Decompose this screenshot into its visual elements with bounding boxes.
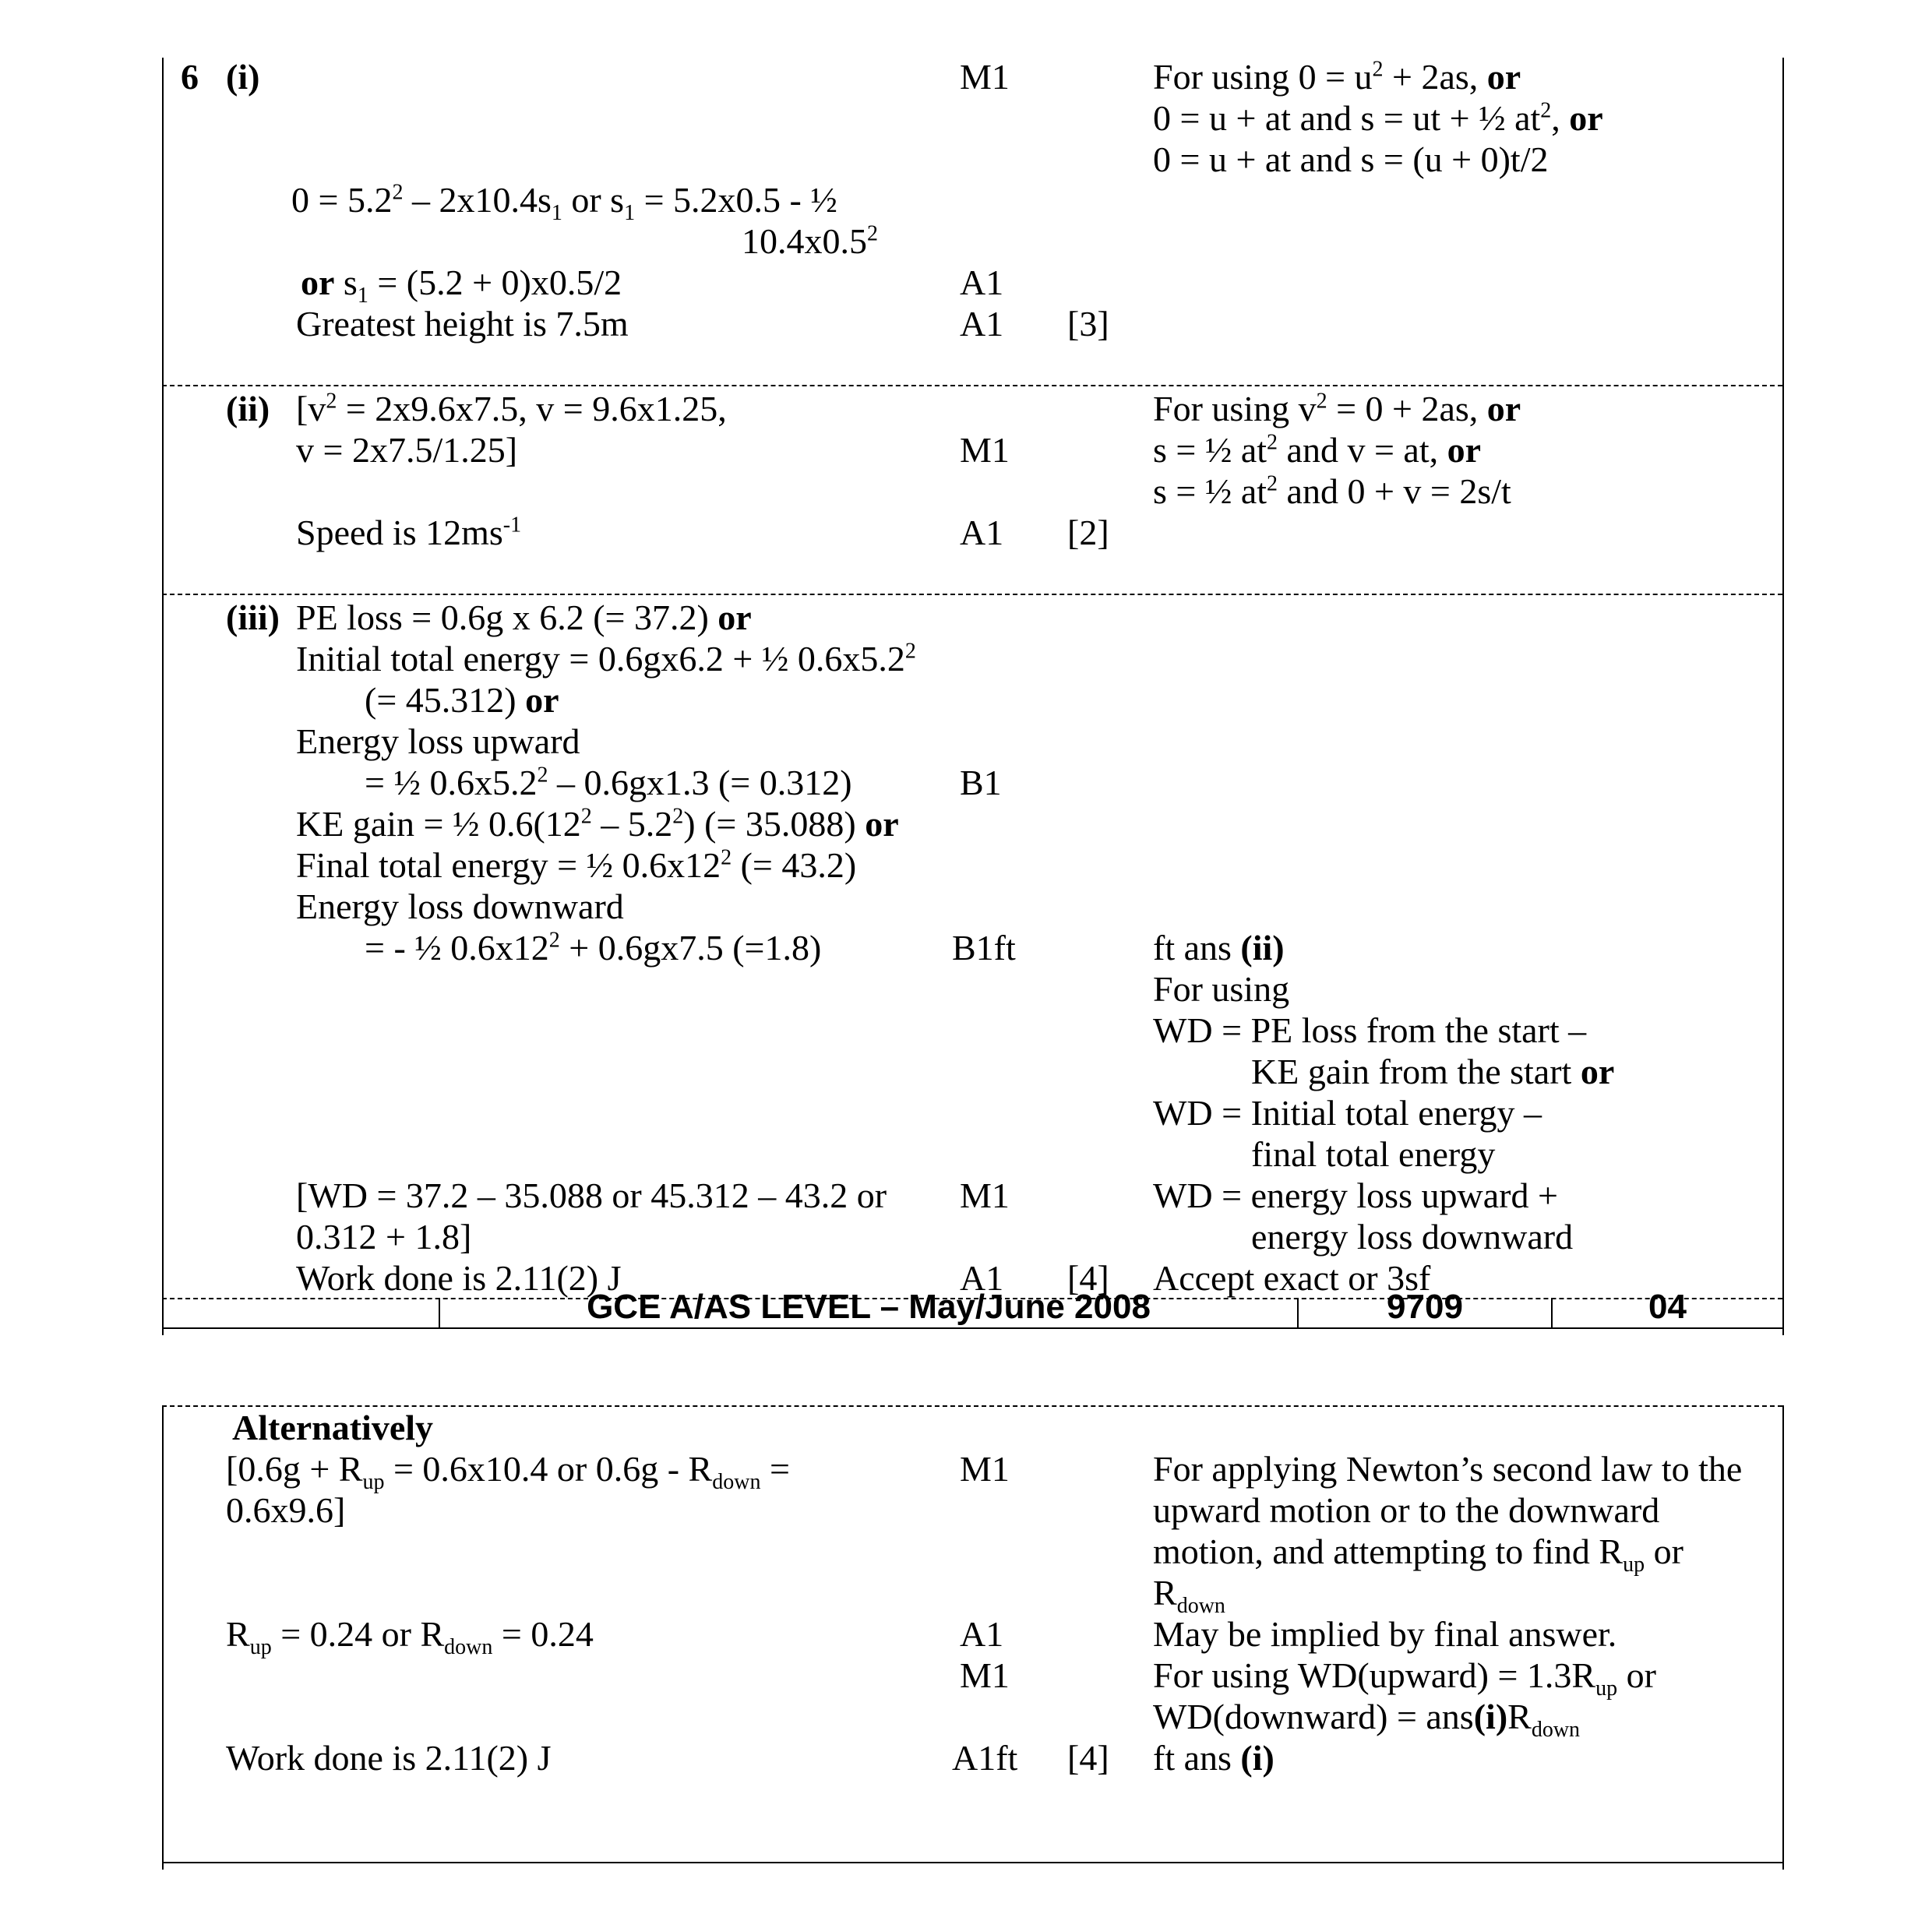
part-i-guidance-line-1: For using $0 = u^2 + 2as$, or	[1153, 57, 1521, 97]
part-iii-guidance-wd3b: energy loss downward	[1251, 1217, 1574, 1257]
lower-box-bottom-border	[162, 1862, 1782, 1863]
alternative-guidance-5: May be implied by final answer.	[1153, 1614, 1617, 1654]
part-i-result: Greatest height is 7.5m	[296, 304, 629, 344]
part-iii-mark-b1ft: B1ft	[952, 928, 1016, 968]
alternative-guidance-6: For using WD(upward) = $1.3R_{up}$ or	[1153, 1655, 1656, 1701]
alternative-total: [4]	[1067, 1738, 1109, 1778]
part-ii-line-1: [$v^2 = 2x9.6x7.5$, v = 9.6x1.25,	[296, 389, 727, 428]
part-ii-label: (ii)	[226, 389, 270, 428]
alternative-guidance-8: ft ans (i)	[1153, 1738, 1274, 1778]
part-iii-guidance-ft: ft ans (ii)	[1153, 928, 1285, 968]
part-iii-line-7: Final total energy = ½ $0.6x12^2$ (= 43.2)	[296, 845, 857, 885]
part-ii-guidance-line-2: s = ½ $at^2$ and v = at, or	[1153, 430, 1482, 470]
part-iii-guidance-wd2: WD = Initial total energy –	[1153, 1093, 1542, 1133]
alternative-guidance-7: WD(downward) = $ans(i)R_{down}$	[1153, 1697, 1581, 1743]
part-iii-guidance-wd2b: final total energy	[1251, 1134, 1496, 1174]
part-iii-line-6: KE gain = ½ $0.6(12^2 - 5.2^2)$ (= 35.088) or	[296, 804, 899, 844]
part-i-mark-m1: M1	[960, 57, 1010, 97]
alternative-line-1: [$0.6g + R_{up} = 0.6x10.4$ or $0.6g - R_{down}$ =	[226, 1449, 790, 1495]
footer-bottom-border	[162, 1327, 1782, 1329]
alternative-guidance-4: $R_{down}$	[1153, 1573, 1225, 1619]
footer-exam-title: GCE A/AS LEVEL – May/June 2008	[587, 1288, 1151, 1326]
part-i-mark-a1-1: A1	[960, 263, 1004, 302]
part-i-equation-1: $0 = 5.2^2 - 2x10.4s_1$ or $s_1 = 5.2x0.5$ - ½	[291, 180, 837, 226]
part-iii-mark-b1: B1	[960, 763, 1002, 802]
part-iii-guidance-wd3: WD = energy loss upward +	[1153, 1176, 1558, 1215]
alternative-guidance-2: upward motion or to the downward	[1153, 1490, 1660, 1530]
alternative-mark-m1-1: M1	[960, 1449, 1010, 1489]
upper-box-left-border	[162, 58, 164, 1335]
part-ii-line-2: v = 2x7.5/1.25]	[296, 430, 518, 470]
upper-box-right-border	[1782, 58, 1784, 1335]
part-iii-guidance-for-using: For using	[1153, 969, 1290, 1009]
part-i-label: (i)	[226, 57, 260, 97]
alternative-line-3: $R_{up} = 0.24$ or $R_{down} = 0.24$	[226, 1614, 594, 1660]
lower-box-right-border	[1782, 1405, 1784, 1870]
question-number: 6	[181, 57, 199, 97]
part-i-equation-2: $10.4x0.5^2$	[742, 221, 878, 261]
alternative-guidance-3: motion, and attempting to find $R_{up}$ or	[1153, 1532, 1683, 1577]
part-iii-mark-a1: A1	[960, 1258, 1004, 1298]
alternative-result: Work done is 2.11(2) J	[226, 1738, 552, 1778]
part-iii-mark-m1: M1	[960, 1176, 1010, 1215]
part-ii-result: Speed is $12ms^{-1}$	[296, 513, 522, 552]
footer-syllabus-code: 9709	[1387, 1288, 1463, 1326]
part-iii-guidance-wd1b: KE gain from the start or	[1251, 1052, 1615, 1091]
alternative-line-2: 0.6x9.6]	[226, 1490, 346, 1530]
part-iii-result: Work done is 2.11(2) J	[296, 1258, 622, 1298]
part-ii-mark-a1: A1	[960, 513, 1004, 552]
part-i-total: [3]	[1067, 304, 1109, 344]
part-iii-guidance-accept: Accept exact or 3sf	[1153, 1258, 1431, 1298]
part-iii-total: [4]	[1067, 1258, 1109, 1298]
part-iii-line-3: (= 45.312) or	[365, 680, 559, 720]
part-ii-total: [2]	[1067, 513, 1109, 552]
part-iii-line-1: PE loss = 0.6g x 6.2 (= 37.2) or	[296, 597, 752, 637]
divider-ii-iii	[162, 594, 1782, 595]
part-iii-line-2: Initial total energy = 0.6gx6.2 + ½ $0.6x5.2^2$	[296, 639, 916, 679]
part-ii-guidance-line-1: For using $v^2 = 0 + 2as$, or	[1153, 389, 1521, 428]
part-i-equation-3: or $s_1 = (5.2 + 0)x0.5/2$	[301, 263, 622, 308]
part-iii-line-5: = ½ $0.6x5.2^2 - 0.6gx1.3$ (= 0.312)	[365, 763, 852, 802]
part-iii-guidance-wd1: WD = PE loss from the start –	[1153, 1010, 1587, 1050]
footer-paper-number: 04	[1648, 1288, 1687, 1326]
part-iii-line-8: Energy loss downward	[296, 887, 624, 926]
alternative-mark-a1ft: A1ft	[952, 1738, 1018, 1778]
part-i-guidance-line-3: 0 = u + at and s = (u + 0)t/2	[1153, 139, 1549, 179]
alternative-guidance-1: For applying Newton’s second law to the	[1153, 1449, 1743, 1489]
part-iii-line-11: 0.312 + 1.8]	[296, 1217, 472, 1257]
part-iii-line-10: [WD = 37.2 – 35.088 or 45.312 – 43.2 or	[296, 1176, 887, 1215]
divider-i-ii	[162, 385, 1782, 386]
part-i-guidance-line-2: 0 = u + at and s = ut + ½ $at^2$, or	[1153, 98, 1603, 138]
part-ii-guidance-line-3: s = ½ $at^2$ and 0 + v = 2s/t	[1153, 471, 1511, 511]
alternative-mark-m1-2: M1	[960, 1655, 1010, 1695]
part-ii-mark-m1: M1	[960, 430, 1010, 470]
part-iii-line-4: Energy loss upward	[296, 721, 580, 761]
part-i-mark-a1-2: A1	[960, 304, 1004, 344]
part-iii-line-9: = - ½ $0.6x12^2 + 0.6gx7.5$ (=1.8)	[365, 928, 822, 968]
lower-box-left-border	[162, 1405, 164, 1870]
part-iii-label: (iii)	[226, 597, 280, 637]
alternative-heading: Alternatively	[232, 1408, 434, 1447]
alternative-mark-a1: A1	[960, 1614, 1004, 1654]
